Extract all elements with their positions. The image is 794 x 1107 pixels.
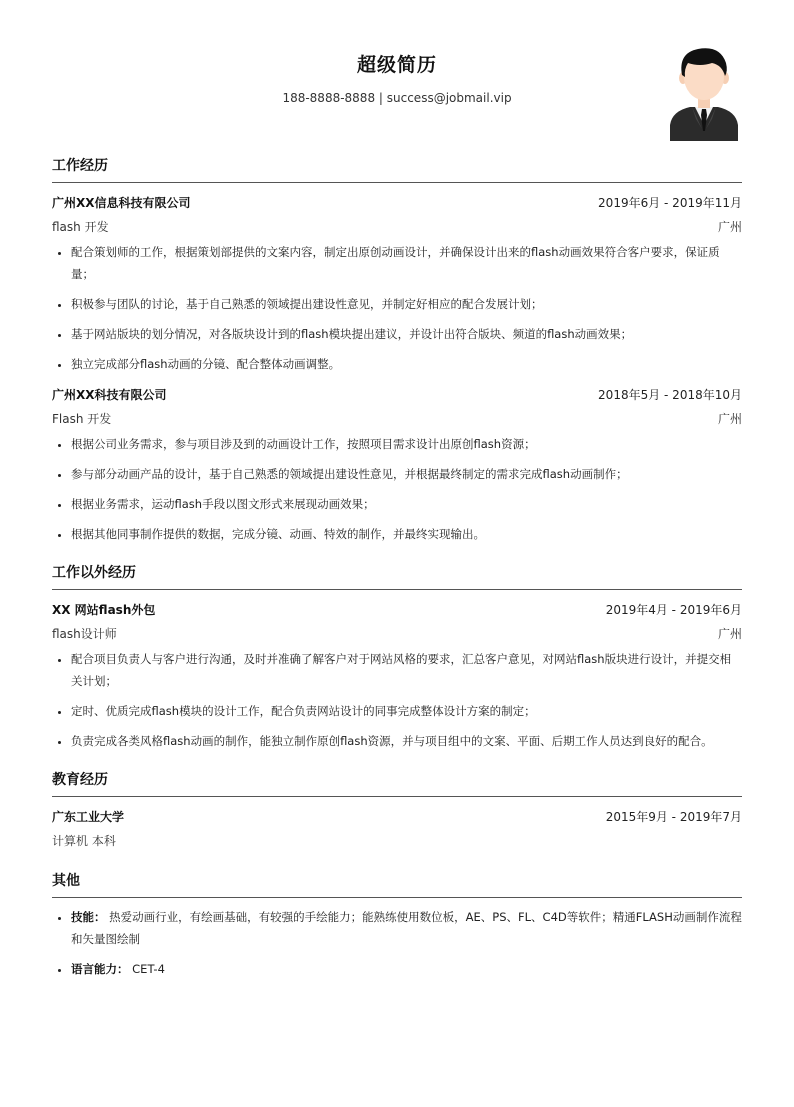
company-name: 广州XX信息科技有限公司 [52,196,191,210]
avatar-icon [668,45,740,141]
other-bullets [52,906,742,980]
bullet-item: • 根据业务需求，运动flash手段以图文形式来展现动画效果； [71,493,742,515]
job-city: 广州 [717,220,742,234]
school-name: 广东工业大学 [52,810,125,824]
project-role: flash设计师 [52,627,117,641]
project-city: 广州 [717,627,742,641]
resume-content [52,156,742,998]
bullet-item: • 参与部分动画产品的设计，基于自己熟悉的领域提出建设性意见，并根据最终制定的需求完成flash动画制作； [71,463,742,485]
section-title-other: 其他 [52,871,742,898]
bullet-item: • 根据公司业务需求，参与项目涉及到的动画设计工作，按照项目需求设计出原创flash资源； [71,433,742,455]
job-bullets [52,241,742,375]
job-bullets [52,433,742,545]
skills-label: 技能： [71,910,106,924]
section-extra [52,563,742,752]
education-date: 2015年9月 - 2019年7月 [605,810,742,824]
language-text: CET-4 [132,962,165,976]
language-label: 语言能力： [71,962,129,976]
bullet-item: • 定时、优质完成flash模块的设计工作，配合负责网站设计的同事完成整体设计方案的制定； [71,700,742,722]
job-date: 2019年6月 - 2019年11月 [598,196,742,210]
contact-info: 188-8888-8888 | success@jobmail.vip [282,91,512,105]
bullet-item: • 独立完成部分flash动画的分镜、配合整体动画调整。 [71,353,742,375]
job-role: flash 开发 [52,220,109,234]
section-title-work: 工作经历 [52,156,742,183]
bullet-item: • 根据其他同事制作提供的数据，完成分镜、动画、特效的制作，并最终实现输出。 [71,523,742,545]
job-entry [52,383,742,545]
job-role: Flash 开发 [52,412,112,426]
section-title-extra: 工作以外经历 [52,563,742,590]
skills-item [71,906,742,950]
bullet-item: • 配合策划师的工作，根据策划部提供的文案内容，制定出原创动画设计，并确保设计出来的flash动画效果符合客户要求，保证质量； [71,241,742,285]
avatar [668,45,740,141]
skills-text: 热爱动画行业，有绘画基础，有较强的手绘能力；能熟练使用数位板，AE、PS、FL、C4D等软件；精通FLASH动画制作流程和矢量图绘制 [71,910,742,946]
section-work [52,156,742,545]
project-bullets [52,648,742,752]
bullet-item: • 积极参与团队的讨论，基于自己熟悉的领域提出建设性意见，并制定好相应的配合发展计划； [71,293,742,315]
job-date: 2018年5月 - 2018年10月 [598,388,742,402]
project-name: XX 网站flash外包 [52,603,156,617]
bullet-item: • 基于网站版块的划分情况，对各版块设计到的flash模块提出建议，并设计出符合版块、频道的flash动画效果； [71,323,742,345]
company-name: 广州XX科技有限公司 [52,388,167,402]
bullet-item: • 负责完成各类风格flash动画的制作，能独立制作原创flash资源，并与项目组中的文案、平面、后期工作人员达到良好的配合。 [71,730,742,752]
job-city: 广州 [717,412,742,426]
job-entry [52,191,742,375]
bullet-item: • 配合项目负责人与客户进行沟通，及时并准确了解客户对于网站风格的要求，汇总客户意见，对网站flash版块进行设计，并提交相关计划； [71,648,742,692]
section-title-education: 教育经历 [52,770,742,797]
education-major: 计算机 本科 [52,834,116,848]
language-item [71,958,742,980]
resume-name: 超级简历 [356,54,437,76]
section-other [52,871,742,980]
section-education [52,770,742,853]
project-date: 2019年4月 - 2019年6月 [605,603,742,617]
